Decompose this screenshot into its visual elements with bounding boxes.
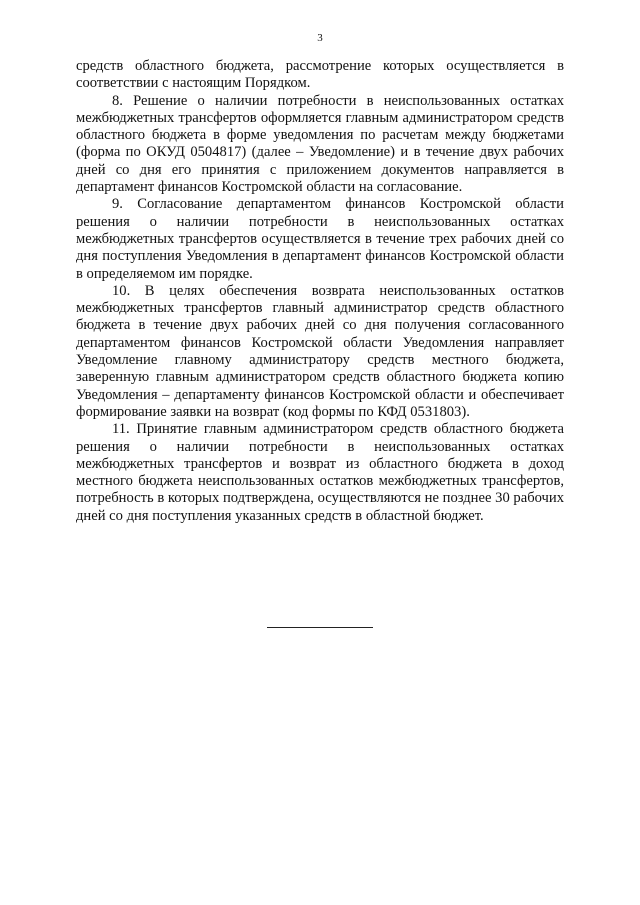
- page-number: 3: [317, 32, 323, 44]
- paragraph-item-10: 10. В целях обеспечения возврата неиспользованных остатков межбюджетных трансфертов главный администратор средств областного бюджета в течение двух рабочих дней со дня получения согласованного департаментом финансов Костромской области Уведомления направляет Уведомление главному администратору средств местного бюджета, заверенную главным администратором средств областного бюджета копию Уведомления – департаменту финансов Костромской области и обеспечивает формирование заявки на возврат (код формы по КФД 0531803).: [76, 282, 564, 420]
- paragraph-item-11: 11. Принятие главным администратором средств областного бюджета решения о наличии потребности в неиспользованных остатках межбюджетных трансфертов и возврат из областного бюджета в доход местного бюджета неиспользованных остатков межбюджетных трансфертов, потребность в которых подтверждена, осуществляются не позднее 30 рабочих дней со дня поступления указанных средств в областной бюджет.: [76, 421, 564, 524]
- closing-divider-line: [267, 627, 373, 628]
- paragraph-item-8: 8. Решение о наличии потребности в неиспользованных остатках межбюджетных трансфертов оформляется главным администратором средств областного бюджета в форме уведомления по расчетам между бюджетами (форма по ОКУД 0504817) (далее – Уведомление) и в течение двух рабочих дней со дня его принятия с приложением документов направляется в департамент финансов Костромской области на согласование.: [76, 92, 564, 196]
- paragraph-item-9: 9. Согласование департаментом финансов Костромской области решения о наличии потребности в неиспользованных остатках межбюджетных трансфертов осуществляется в течение трех рабочих дней со дня поступления Уведомления в департамент финансов Костромской области в определяемом им порядке.: [76, 196, 564, 282]
- paragraph-continuation: средств областного бюджета, рассмотрение которых осуществляется в соответствии с настоящим Порядком.: [76, 58, 564, 92]
- document-body: [76, 58, 564, 525]
